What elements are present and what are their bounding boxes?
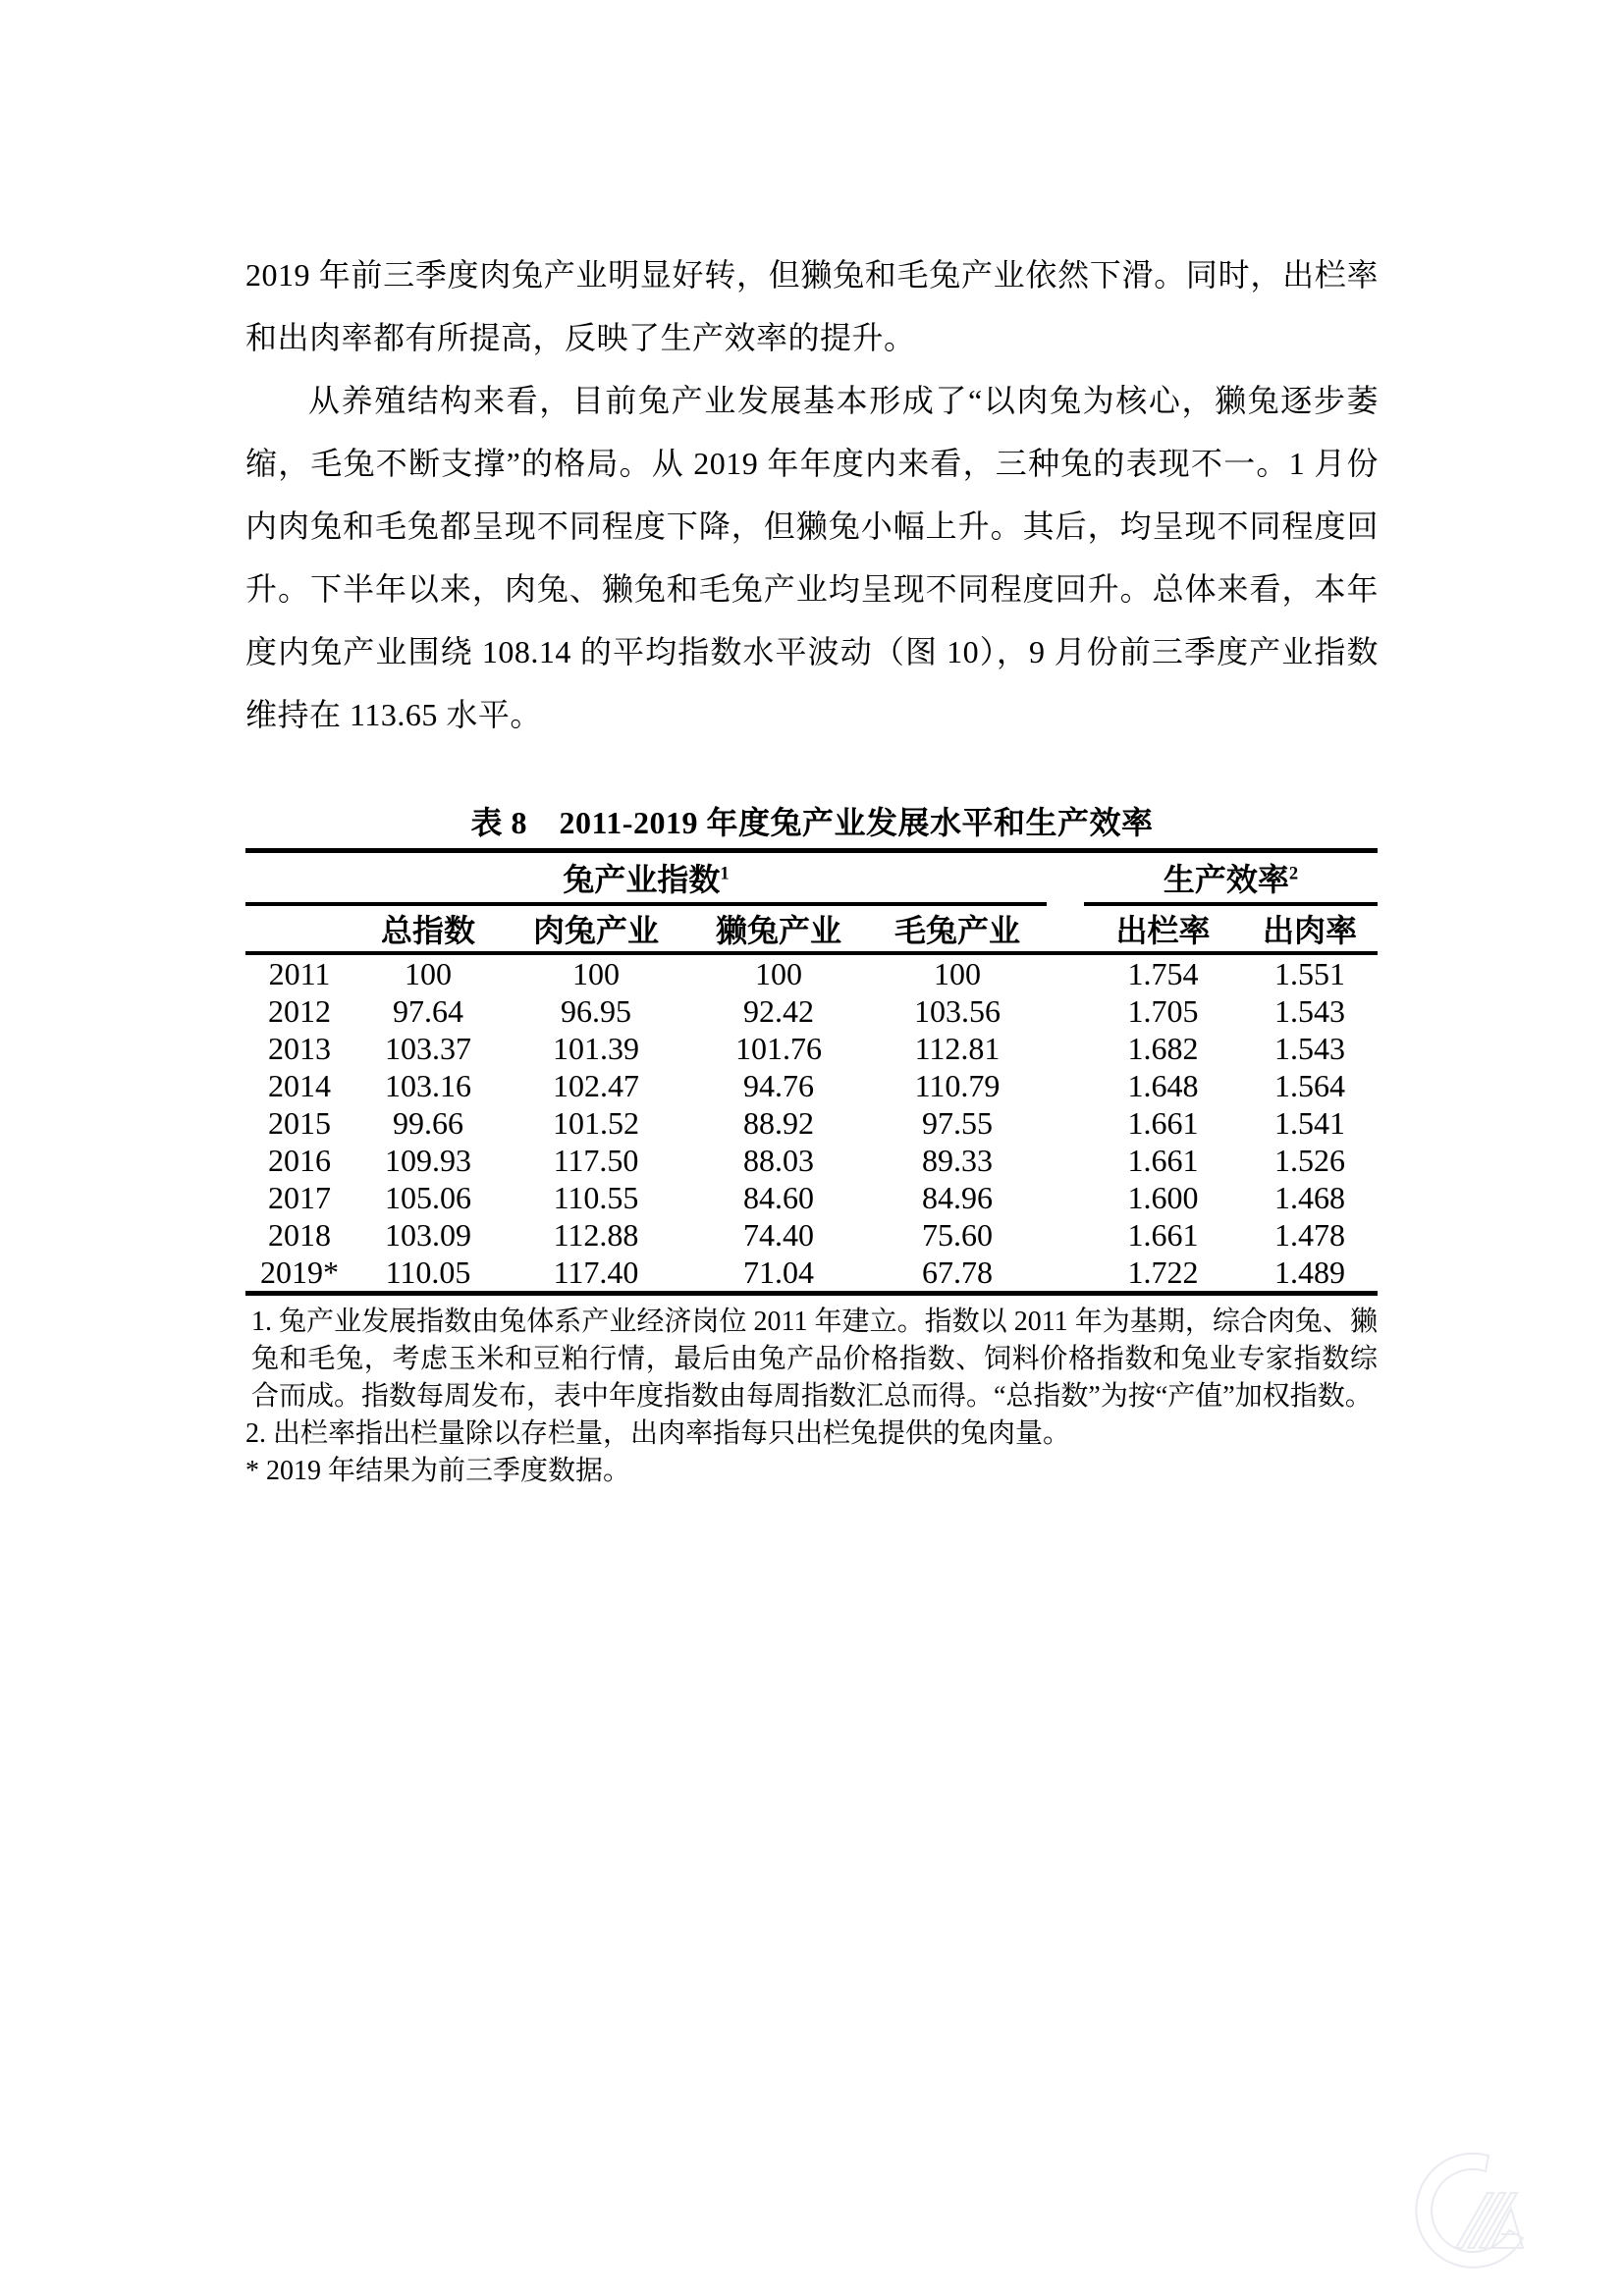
cell-value: 84.60 (743, 1179, 814, 1215)
cell-value: 1.564 (1274, 1067, 1345, 1103)
watermark-logo-icon (1407, 2140, 1544, 2277)
cell-year: 2011 (268, 955, 331, 991)
cell-value: 103.09 (385, 1216, 471, 1253)
footnote-marker: 2 (1288, 863, 1299, 884)
table-row (245, 1254, 1378, 1294)
cell-year: 2017 (268, 1179, 331, 1215)
cell-value: 112.81 (914, 1030, 1001, 1066)
column-gap (1047, 1179, 1084, 1216)
cell-value: 1.526 (1274, 1142, 1345, 1178)
cell-value: 1.468 (1274, 1179, 1345, 1215)
cell-value: 100 (572, 955, 620, 991)
cell-value: 74.40 (743, 1216, 814, 1253)
cell-value: 103.37 (385, 1030, 471, 1066)
data-table (245, 848, 1378, 1296)
column-header-year (245, 904, 353, 953)
table-row (245, 1030, 1378, 1067)
cell-value: 67.78 (922, 1254, 993, 1290)
cell-value: 92.42 (743, 992, 814, 1029)
footnote-asterisk: * 2019 年结果为前三季度数据。 (245, 1456, 631, 1486)
column-gap (1047, 1067, 1084, 1104)
group-header-production-efficiency (1084, 851, 1378, 905)
cell-value: 103.56 (914, 992, 1001, 1029)
cell-value: 101.52 (553, 1104, 639, 1141)
cell-value: 97.64 (393, 992, 463, 1029)
cell-value: 101.39 (553, 1030, 639, 1066)
cell-value: 1.754 (1127, 955, 1199, 991)
table-row (245, 953, 1378, 992)
footnote-1: 1. 兔产业发展指数由兔体系产业经济岗位 2011 年建立。指数以 2011 年为基期，综合肉兔、獭兔和毛兔，考虑玉米和豆粕行情，最后由兔产品价格指数、饲料价格指数和兔业专家指数综合而成。指数每周发布，表中年度指数由每周指数汇总而得。“总指数”为按“产值”加权指数。 (251, 1307, 1378, 1412)
cell-value: 1.543 (1274, 992, 1345, 1029)
column-header-total-index: 总指数 (353, 904, 503, 953)
table-row (245, 1067, 1378, 1104)
group-header-label: 生产效率 (1163, 862, 1289, 897)
cell-value: 71.04 (743, 1254, 814, 1290)
table-row (245, 1216, 1378, 1254)
cell-value: 1.661 (1127, 1142, 1199, 1178)
table-group-header-row (245, 851, 1378, 905)
cell-year: 2013 (268, 1030, 331, 1066)
paragraph-2: 从养殖结构来看，目前兔产业发展基本形成了“以肉兔为核心，獭兔逐步萎缩，毛兔不断支撑”的格局。从 2019 年年度内来看，三种兔的表现不一。1 月份内肉兔和毛兔都呈现不同程度下降，但獭兔小幅上升。其后，均呈现不同程度回升。下半年以来，肉兔、獭兔和毛兔产业均呈现不同程度回升。总体来看，本年度内兔产业围绕 108.14 的平均指数水平波动（图 10），9 月份前三季度产业指数维持在 113.65 水平。 (245, 383, 1379, 732)
cell-value: 1.682 (1127, 1030, 1199, 1066)
cell-value: 1.600 (1127, 1179, 1199, 1215)
cell-value: 1.661 (1127, 1104, 1199, 1141)
column-gap (1047, 1104, 1084, 1142)
column-header-wool-rabbit: 毛兔产业 (868, 904, 1047, 953)
table-row (245, 1104, 1378, 1142)
cell-value: 1.661 (1127, 1216, 1199, 1253)
cell-value: 97.55 (922, 1104, 993, 1141)
column-header-slaughter-rate: 出栏率 (1084, 904, 1242, 953)
group-header-rabbit-index (245, 851, 1047, 905)
cell-value: 102.47 (553, 1067, 639, 1103)
cell-value: 100 (405, 955, 452, 991)
cell-value: 88.92 (743, 1104, 814, 1141)
column-gap (1047, 851, 1084, 905)
cell-value: 1.722 (1127, 1254, 1199, 1290)
group-header-label: 兔产业指数 (563, 862, 721, 897)
cell-value: 96.95 (561, 992, 631, 1029)
cell-year: 2019* (260, 1254, 339, 1290)
cell-value: 89.33 (922, 1142, 993, 1178)
column-gap (1047, 1254, 1084, 1294)
table-column-header-row (245, 904, 1378, 953)
cell-value: 1.489 (1274, 1254, 1345, 1290)
document-page (245, 243, 1379, 1490)
column-header-rex-rabbit: 獭兔产业 (689, 904, 868, 953)
cell-value: 1.705 (1127, 992, 1199, 1029)
cell-value: 94.76 (743, 1067, 814, 1103)
cell-value: 103.16 (385, 1067, 471, 1103)
cell-year: 2014 (268, 1067, 331, 1103)
cell-value: 109.93 (385, 1142, 471, 1178)
cell-value: 117.50 (553, 1142, 639, 1178)
cell-value: 1.478 (1274, 1216, 1345, 1253)
cell-value: 110.79 (914, 1067, 1001, 1103)
column-gap (1047, 904, 1084, 953)
table-row (245, 1179, 1378, 1216)
table-footnotes (245, 1304, 1378, 1490)
cell-value: 101.76 (735, 1030, 822, 1066)
cell-year: 2016 (268, 1142, 331, 1178)
cell-value: 112.88 (553, 1216, 639, 1253)
column-gap (1047, 953, 1084, 992)
cell-value: 117.40 (553, 1254, 639, 1290)
cell-value: 1.648 (1127, 1067, 1199, 1103)
column-gap (1047, 1216, 1084, 1254)
cell-value: 100 (934, 955, 981, 991)
cell-value: 1.541 (1274, 1104, 1345, 1141)
cell-value: 105.06 (385, 1179, 471, 1215)
cell-value: 1.551 (1274, 955, 1345, 991)
cell-value: 100 (755, 955, 802, 991)
table-title: 表 8 2011-2019 年度兔产业发展水平和生产效率 (470, 805, 1154, 840)
cell-year: 2015 (268, 1104, 331, 1141)
column-gap (1047, 992, 1084, 1030)
cell-year: 2012 (268, 992, 331, 1029)
footnote-2: 2. 出栏率指出栏量除以存栏量，出肉率指每只出栏兔提供的兔肉量。 (245, 1418, 1071, 1449)
paragraph-1: 2019 年前三季度肉兔产业明显好转，但獭兔和毛兔产业依然下滑。同时，出栏率和出肉率都有所提高，反映了生产效率的提升。 (245, 257, 1379, 355)
column-gap (1047, 1142, 1084, 1179)
cell-value: 84.96 (922, 1179, 993, 1215)
cell-value: 88.03 (743, 1142, 814, 1178)
cell-value: 110.05 (385, 1254, 471, 1290)
table-row (245, 1142, 1378, 1179)
cell-year: 2018 (268, 1216, 331, 1253)
cell-value: 110.55 (553, 1179, 639, 1215)
cell-value: 99.66 (393, 1104, 463, 1141)
cell-value: 1.543 (1274, 1030, 1345, 1066)
column-header-meat-rabbit: 肉兔产业 (503, 904, 689, 953)
column-gap (1047, 1030, 1084, 1067)
cell-value: 75.60 (922, 1216, 993, 1253)
column-header-meat-yield-rate: 出肉率 (1242, 904, 1378, 953)
table-row (245, 992, 1378, 1030)
footnote-marker: 1 (720, 863, 730, 884)
